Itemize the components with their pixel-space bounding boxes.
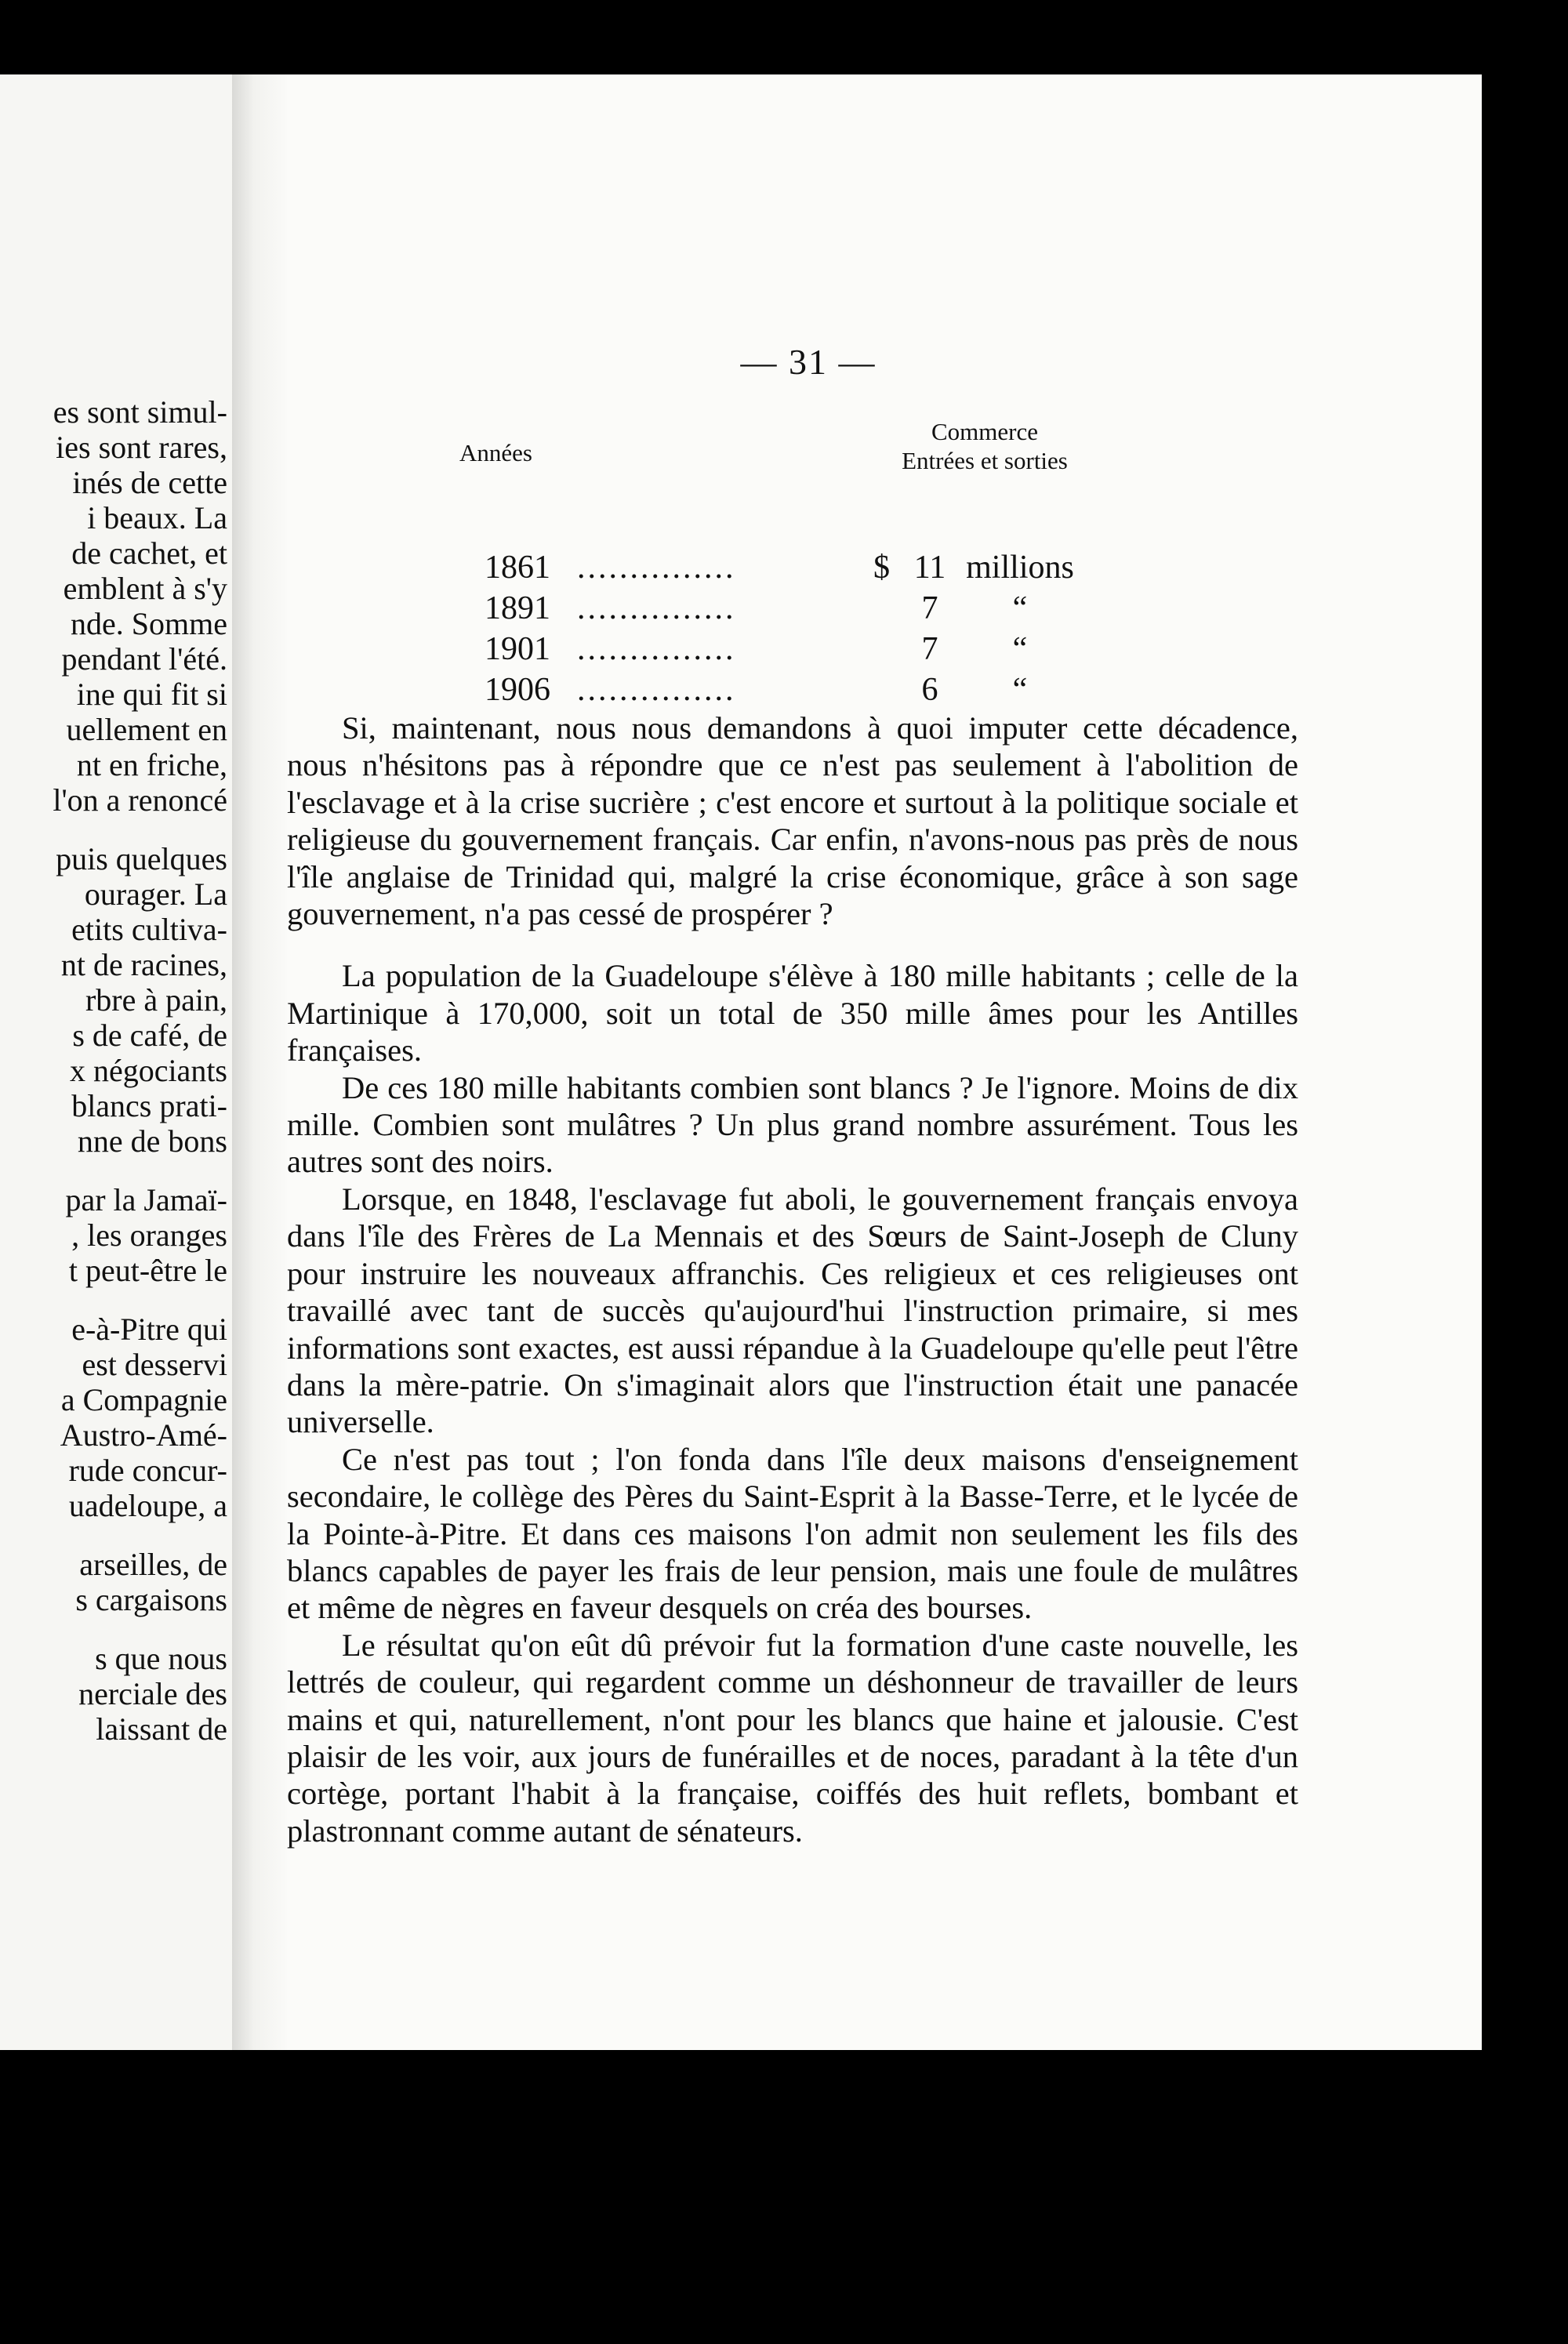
- left-page-line: s cargaisons: [75, 1582, 227, 1617]
- table-row: [485, 549, 1087, 586]
- table-cell-year: 1861: [485, 550, 550, 586]
- left-page-fragment: [0, 74, 232, 2050]
- left-page-line: rude concur-: [68, 1453, 227, 1488]
- left-page-line: [0, 1523, 227, 1547]
- left-page-line: nne de bons: [77, 1123, 227, 1159]
- table-cell-value: 11: [913, 550, 946, 586]
- left-page-line: arseilles, de: [79, 1547, 227, 1582]
- right-page: [287, 74, 1482, 2050]
- table-cell-value: 7: [921, 631, 938, 667]
- table-cell-dots: ...............: [577, 590, 736, 626]
- left-page-line: uellement en: [66, 712, 227, 747]
- left-page-line: a Compagnie: [60, 1382, 227, 1417]
- left-page-line: ies sont rares,: [56, 430, 227, 465]
- left-page-line: laissant de: [96, 1711, 227, 1747]
- left-page-line: x négociants: [69, 1053, 227, 1088]
- left-page-line: nerciale des: [78, 1676, 227, 1711]
- left-page-line: blancs prati-: [71, 1088, 227, 1123]
- left-page-line: t peut-être le: [68, 1253, 227, 1288]
- left-page-line: nt de racines,: [60, 947, 227, 982]
- left-page-line: nde. Somme: [71, 606, 227, 641]
- table-cell-dots: ...............: [577, 672, 736, 708]
- table-cell-dots: ...............: [577, 631, 736, 667]
- left-page-line: de cachet, et: [71, 535, 227, 571]
- table-cell-unit: “: [1012, 590, 1028, 626]
- table-header-commerce: Commerce: [931, 418, 1038, 445]
- page-number: — 31 —: [740, 342, 877, 382]
- paragraph: Lorsque, en 1848, l'esclavage fut aboli, le gouvernement français envoya dans l'île des Frères de La Mennais et des Sœurs de Saint-Joseph de Cluny pour instruire les nouveaux affranchis. Ces religieux et ces religieuses ont travaillé avec tant de succès qu'aujourd'hui l'instruction primaire, si mes informations sont exactes, est aussi répandue à la Guadeloupe qu'elle peut l'être dans la mère-patrie. On s'imaginait alors que l'instruction était une panacée universelle.: [287, 1181, 1298, 1440]
- table-cell-unit: “: [1012, 672, 1028, 708]
- left-page-line: [0, 1288, 227, 1312]
- table-cell-year: 1891: [485, 590, 550, 626]
- left-page-line: est desservi: [82, 1347, 227, 1382]
- left-page-line: par la Jamaï-: [65, 1182, 227, 1217]
- paragraph: La population de la Guadeloupe s'élève à 180 mille habitants ; celle de la Martinique à 170,000, soit un total de 350 mille âmes pour les Antilles françaises.: [287, 958, 1298, 1069]
- left-page-line: [0, 818, 227, 841]
- left-page-line: emblent à s'y: [63, 571, 227, 606]
- left-page-line: uadeloupe, a: [68, 1488, 227, 1523]
- left-page-line: inés de cette: [72, 465, 227, 500]
- table-cell-unit: “: [1012, 631, 1028, 667]
- left-page-line: puis quelques: [56, 841, 227, 876]
- left-page-line: i beaux. La: [87, 500, 227, 535]
- left-page-line: ourager. La: [84, 876, 227, 912]
- left-page-line: l'on a renoncé: [53, 782, 227, 818]
- table-cell-year: 1906: [485, 672, 550, 708]
- table-row: [485, 590, 1087, 627]
- table-cell-value: 6: [921, 672, 938, 708]
- table-header-entries: Entrées et sorties: [902, 447, 1068, 474]
- left-page-line: es sont simul-: [53, 394, 227, 430]
- left-page-line: Austro-Amé-: [60, 1417, 227, 1453]
- paragraph: Ce n'est pas tout ; l'on fonda dans l'île deux maisons d'enseignement secondaire, le collège des Pères du Saint-Esprit à la Basse-Terre, et le lycée de la Pointe-à-Pitre. Et dans ces maisons l'on admit non seulement les fils des blancs capables de payer les frais de leur pension, mais une foule de mulâtres et même de nègres en faveur desquels on créa des bourses.: [287, 1441, 1298, 1626]
- body-text: [287, 709, 1298, 1849]
- table-row: [485, 671, 1087, 709]
- left-page-line: [0, 1159, 227, 1182]
- book-gutter: [232, 74, 287, 2050]
- left-page-line: rbre à pain,: [85, 982, 227, 1018]
- table-cell-year: 1901: [485, 631, 550, 667]
- left-page-line: nt en friche,: [76, 747, 227, 782]
- left-page-line: s que nous: [95, 1641, 227, 1676]
- table-cell-currency: $: [873, 550, 890, 586]
- paragraph: Le résultat qu'on eût dû prévoir fut la formation d'une caste nouvelle, les lettrés de couleur, qui regardent comme un déshonneur de travailler de leurs mains et qui, naturellement, n'ont pour les blancs que haine et jalousie. C'est plaisir de les voir, aux jours de funérailles et de noces, paradant à la tête d'un cortège, portant l'habit à la française, coiffés des huit reflets, bombant et plastronnant comme autant de sénateurs.: [287, 1627, 1298, 1849]
- left-page-line: pendant l'été.: [61, 641, 227, 677]
- paragraph: Si, maintenant, nous nous demandons à quoi imputer cette décadence, nous n'hésitons pas à répondre que ce n'est pas seulement à l'abolition de l'esclavage et à la crise sucrière ; c'est encore et surtout à la politique sociale et religieuse du gouvernement français. Car enfin, n'avons-nous pas près de nous l'île anglaise de Trinidad qui, malgré la crise économique, grâce à son sage gouvernement, n'a pas cessé de prospérer ?: [287, 710, 1298, 932]
- table-cell-unit: millions: [966, 550, 1074, 586]
- table-cell-dots: ...............: [577, 550, 736, 586]
- paragraph: De ces 180 mille habitants combien sont blancs ? Je l'ignore. Moins de dix mille. Combien sont mulâtres ? Un plus grand nombre assurément. Tous les autres sont des noirs.: [287, 1069, 1298, 1180]
- table-header-years: Années: [459, 439, 532, 466]
- left-page-line: s de café, de: [72, 1018, 227, 1053]
- left-page-line: ine qui fit si: [76, 677, 227, 712]
- left-page-line: [0, 1617, 227, 1641]
- left-page-line: etits cultiva-: [71, 912, 227, 947]
- table-cell-value: 7: [921, 590, 938, 626]
- table-row: [485, 630, 1087, 668]
- left-page-line: , les oranges: [71, 1217, 227, 1253]
- left-page-lines: [0, 394, 227, 1747]
- left-page-line: e-à-Pitre qui: [71, 1312, 227, 1347]
